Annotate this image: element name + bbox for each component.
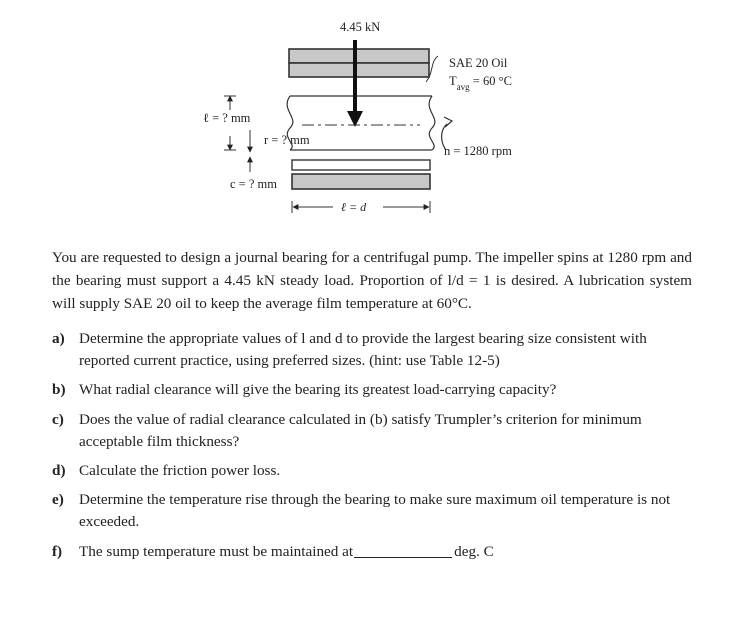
question-label: f) (52, 543, 63, 560)
temperature-subscript: avg (456, 82, 470, 92)
length-label: ℓ = ? mm (203, 111, 251, 125)
question-label: e) (52, 491, 64, 508)
radius-label: r = ? mm (264, 133, 310, 147)
question-text: Calculate the friction power loss. (79, 462, 281, 479)
speed-label: n = 1280 rpm (444, 144, 512, 158)
question-f (52, 541, 692, 563)
question-e (52, 489, 692, 533)
question-label: a) (52, 330, 65, 347)
temperature-label (449, 74, 512, 92)
answer-blank[interactable] (354, 543, 452, 558)
temperature-value: = 60 °C (469, 74, 512, 88)
question-d (52, 460, 692, 482)
question-text: Determine the temperature rise through the bearing to make sure maximum oil temperature is not exceeded. (79, 491, 671, 530)
question-c (52, 409, 692, 453)
question-label: b) (52, 381, 66, 398)
temperature-symbol: T (449, 74, 457, 88)
oil-label: SAE 20 Oil (449, 56, 508, 70)
question-text: The sump temperature must be maintained at (79, 543, 354, 560)
question-suffix: deg. C (454, 543, 494, 560)
question-text: Determine the appropriate values of l and d to provide the largest bearing size consistent with reported current practice, using preferred sizes. (hint: use Table 12-5) (79, 330, 647, 369)
question-label: d) (52, 462, 66, 479)
problem-statement: You are requested to design a journal bearing for a centrifugal pump. The impeller spins at 1280 rpm and the bearing must support a 4.45 kN steady load. Proportion of l/d = 1 is desired. A lubrication system will supply SAE 20 oil to keep the average film temperature at 60°C. (52, 249, 692, 312)
load-label: 4.45 kN (340, 20, 381, 34)
question-b (52, 379, 692, 401)
journal-bearing-diagram (0, 0, 750, 240)
question-label: c) (52, 411, 64, 428)
bearing-bottom-shell (292, 160, 430, 189)
clearance-label: c = ? mm (230, 177, 277, 191)
question-text: What radial clearance will give the bearing its greatest load-carrying capacity? (79, 381, 557, 398)
question-text: Does the value of radial clearance calculated in (b) satisfy Trumpler’s criterion for minimum acceptable film thickness? (79, 411, 642, 450)
length-diameter-label: ℓ = d (341, 200, 367, 214)
bearing-top-shell (289, 49, 429, 77)
question-a (52, 328, 692, 372)
question-list (52, 328, 692, 563)
